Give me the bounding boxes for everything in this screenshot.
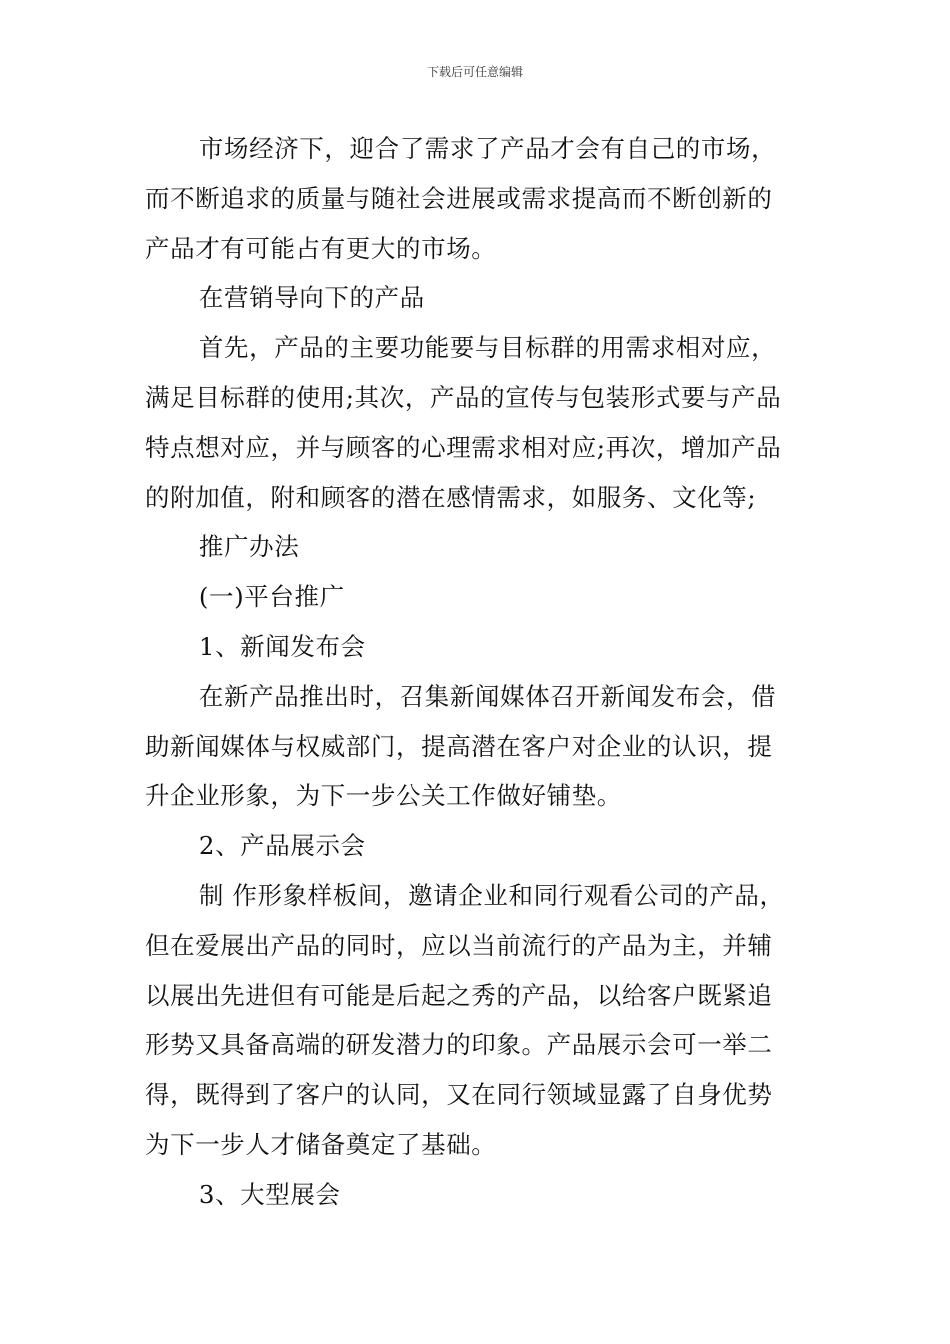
text-line: 产品才有可能占有更大的市场。 (145, 233, 497, 263)
paragraph-marketing-body (145, 323, 807, 522)
text-line: 1、新闻发布会 (198, 631, 366, 661)
heading-promotion-methods (145, 522, 807, 572)
heading-platform-promotion (145, 572, 807, 622)
text-line: 而不断追求的质量与随社会进展或需求提高而不断创新的 (145, 183, 773, 213)
page-header: 下载后可任意编辑 (426, 65, 523, 79)
text-line: 推广办法 (198, 532, 300, 562)
text-line: 在新产品推出时，召集新闻媒体召开新闻发布会，借 (198, 681, 777, 711)
text-line: 满足目标群的使用;其次，产品的宣传与包装形式要与产品 (145, 382, 782, 412)
text-line: 2、产品展示会 (198, 831, 366, 861)
document-body (145, 124, 807, 1220)
text-line: (一)平台推广 (198, 582, 345, 612)
heading-marketing-oriented-product (145, 273, 807, 323)
paragraph-press-conference (145, 672, 807, 821)
heading-product-showcase (145, 821, 807, 871)
text-line: 助新闻媒体与权威部门，提高潜在客户对企业的认识，提 (145, 731, 773, 761)
heading-press-conference (145, 622, 807, 672)
paragraph-market-economy (145, 124, 807, 273)
text-line: 以展出先进但有可能是后起之秀的产品，以给客户既紧追 (145, 980, 773, 1010)
text-line: 在营销导向下的产品 (198, 283, 425, 313)
heading-large-exhibition (145, 1170, 807, 1220)
text-line: 的附加值，附和顾客的潜在感情需求，如服务、文化等; (145, 482, 757, 512)
text-line: 但在爱展出产品的同时，应以当前流行的产品为主，并辅 (145, 930, 773, 960)
text-line: 升企业形象，为下一步公关工作做好铺垫。 (145, 781, 622, 811)
text-line: 3、大型展会 (198, 1179, 341, 1209)
text-line: 得，既得到了客户的认同，又在同行领域显露了自身优势 (145, 1080, 773, 1110)
text-line: 首先，产品的主要功能要与目标群的用需求相对应， (198, 333, 777, 363)
text-line: 特点想对应，并与顾客的心理需求相对应;再次，增加产品 (145, 432, 782, 462)
text-line: 为下一步人才储备奠定了基础。 (145, 1129, 497, 1159)
text-line: 形势又具备高端的研发潜力的印象。产品展示会可一举二 (145, 1030, 773, 1060)
paragraph-product-showcase (145, 871, 807, 1170)
text-line: 制 作形象样板间，邀请企业和同行观看公司的产品， (198, 880, 785, 910)
text-line: 市场经济下，迎合了需求了产品才会有自己的市场， (198, 134, 777, 163)
